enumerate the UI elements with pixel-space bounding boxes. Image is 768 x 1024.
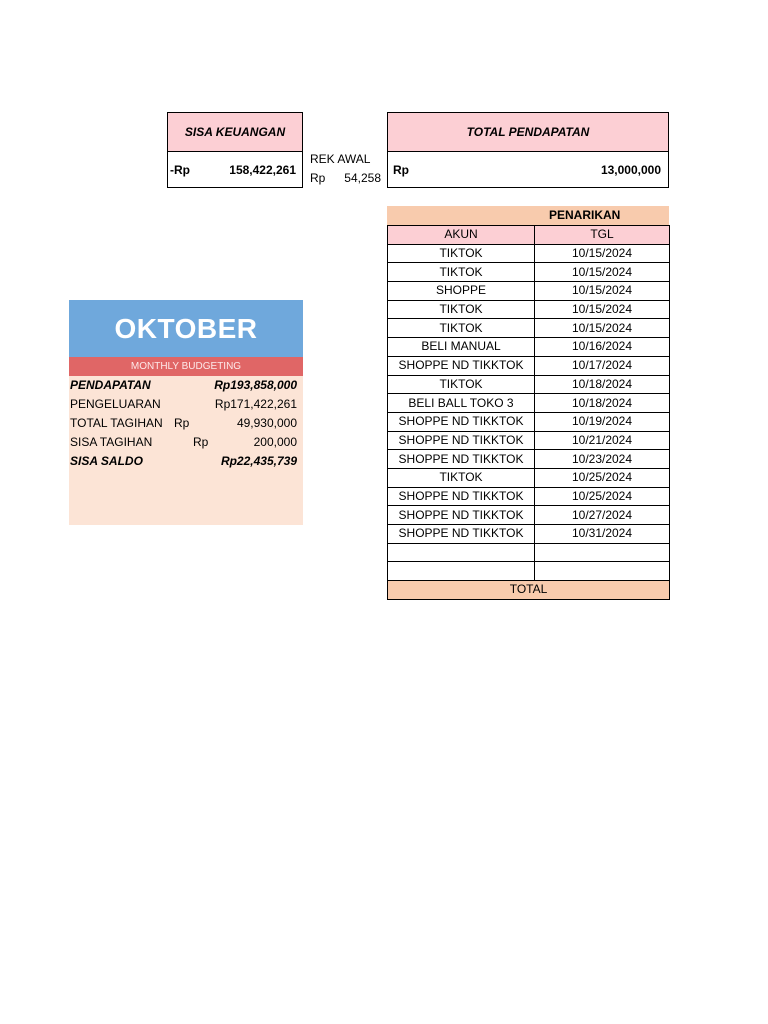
monthly-budgeting-subtitle: MONTHLY BUDGETING [69, 357, 303, 376]
akun-cell: TIKTOK [388, 319, 535, 338]
pengeluaran-row [69, 395, 303, 414]
tgl-cell: 10/17/2024 [535, 356, 670, 375]
table-row [388, 562, 670, 581]
pendapatan-label: PENDAPATAN [70, 378, 151, 392]
pengeluaran-label: PENGELUARAN [70, 397, 161, 411]
tgl-cell: 10/31/2024 [535, 525, 670, 544]
tgl-cell: 10/15/2024 [535, 263, 670, 282]
penarikan-table [387, 225, 670, 600]
akun-cell: TIKTOK [388, 300, 535, 319]
table-row [388, 468, 670, 487]
akun-cell: TIKTOK [388, 244, 535, 263]
table-row [388, 450, 670, 469]
rek-awal-currency: Rp [310, 171, 326, 185]
tgl-cell: 10/16/2024 [535, 338, 670, 357]
akun-cell: SHOPPE ND TIKKTOK [388, 356, 535, 375]
sisa-keuangan-box [167, 112, 303, 188]
tgl-cell: 10/19/2024 [535, 412, 670, 431]
akun-cell: BELI BALL TOKO 3 [388, 394, 535, 413]
tgl-cell [535, 543, 670, 562]
akun-cell: SHOPPE ND TIKKTOK [388, 525, 535, 544]
pendapatan-row [69, 376, 303, 395]
monthly-budget-card [69, 300, 303, 525]
header-tgl: TGL [535, 226, 670, 245]
table-row [388, 263, 670, 282]
table-row [388, 356, 670, 375]
tgl-cell: 10/18/2024 [535, 375, 670, 394]
pendapatan-value: Rp193,858,000 [214, 378, 297, 392]
sisa-keuangan-value-row [168, 152, 302, 188]
penarikan-header-row [388, 226, 670, 245]
sisa-tagihan-row [69, 433, 303, 452]
sisa-tagihan-currency: Rp [193, 435, 209, 449]
total-tagihan-currency: Rp [174, 416, 190, 430]
penarikan-title: PENARIKAN [549, 208, 621, 222]
tgl-cell: 10/23/2024 [535, 450, 670, 469]
table-row [388, 244, 670, 263]
akun-cell: SHOPPE ND TIKKTOK [388, 412, 535, 431]
akun-cell: SHOPPE ND TIKKTOK [388, 431, 535, 450]
akun-cell [388, 562, 535, 581]
penarikan-total-label: TOTAL [388, 581, 670, 600]
table-row [388, 431, 670, 450]
penarikan-total-row [388, 581, 670, 600]
sisa-keuangan-currency: -Rp [170, 163, 190, 177]
akun-cell: TIKTOK [388, 263, 535, 282]
sisa-keuangan-title: SISA KEUANGAN [168, 113, 302, 152]
table-row [388, 506, 670, 525]
tgl-cell: 10/27/2024 [535, 506, 670, 525]
sisa-tagihan-value: 200,000 [253, 435, 297, 449]
akun-cell: SHOPPE ND TIKKTOK [388, 450, 535, 469]
pengeluaran-value: Rp171,422,261 [214, 397, 297, 411]
total-pendapatan-box [387, 112, 669, 188]
akun-cell: TIKTOK [388, 468, 535, 487]
sisa-saldo-value: Rp22,435,739 [220, 454, 297, 468]
month-title: OKTOBER [69, 300, 303, 357]
table-row [388, 319, 670, 338]
sisa-keuangan-value: 158,422,261 [229, 163, 296, 177]
tgl-cell [535, 562, 670, 581]
penarikan-title-bar [387, 206, 669, 225]
sisa-saldo-label: SISA SALDO [70, 454, 143, 468]
sisa-tagihan-label: SISA TAGIHAN [70, 435, 153, 449]
akun-cell: SHOPPE ND TIKKTOK [388, 506, 535, 525]
akun-cell: TIKTOK [388, 375, 535, 394]
akun-cell: SHOPPE ND TIKKTOK [388, 487, 535, 506]
table-row [388, 394, 670, 413]
table-row [388, 487, 670, 506]
tgl-cell: 10/15/2024 [535, 300, 670, 319]
total-tagihan-label: TOTAL TAGIHAN [70, 416, 163, 430]
akun-cell: BELI MANUAL [388, 338, 535, 357]
sisa-saldo-row [69, 452, 303, 471]
tgl-cell: 10/25/2024 [535, 487, 670, 506]
total-pendapatan-currency: Rp [393, 163, 409, 177]
total-tagihan-row [69, 414, 303, 433]
tgl-cell: 10/15/2024 [535, 282, 670, 301]
akun-cell: SHOPPE [388, 282, 535, 301]
total-tagihan-value: 49,930,000 [236, 416, 297, 430]
header-akun: AKUN [388, 226, 535, 245]
table-row [388, 412, 670, 431]
tgl-cell: 10/21/2024 [535, 431, 670, 450]
total-pendapatan-value: 13,000,000 [600, 163, 661, 177]
table-row [388, 338, 670, 357]
table-row [388, 375, 670, 394]
total-pendapatan-title: TOTAL PENDAPATAN [388, 113, 668, 152]
table-row [388, 300, 670, 319]
table-row [388, 525, 670, 544]
tgl-cell: 10/25/2024 [535, 468, 670, 487]
tgl-cell: 10/15/2024 [535, 319, 670, 338]
rek-awal-value: 54,258 [344, 171, 381, 185]
akun-cell [388, 543, 535, 562]
tgl-cell: 10/18/2024 [535, 394, 670, 413]
tgl-cell: 10/15/2024 [535, 244, 670, 263]
table-row [388, 282, 670, 301]
total-pendapatan-value-row [388, 152, 668, 188]
table-row [388, 543, 670, 562]
rek-awal-label: REK AWAL [310, 152, 371, 166]
